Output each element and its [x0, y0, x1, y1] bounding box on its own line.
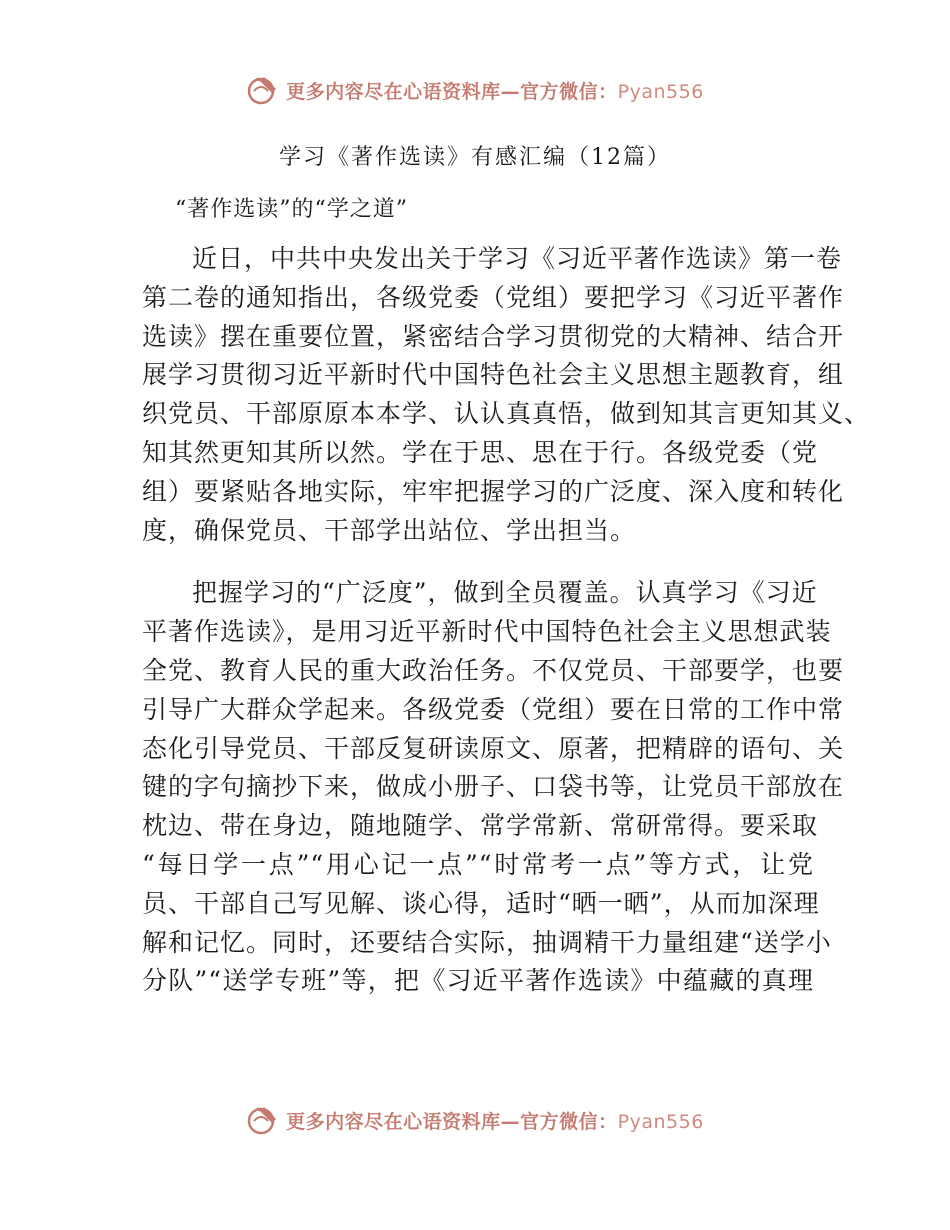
document-title: 学习《著作选读》有感汇编（12篇）	[279, 145, 671, 170]
footer-banner	[0, 1100, 950, 1140]
text-line: 引导广大群众学起来。各级党委（党组）要在日常的工作中常	[142, 694, 845, 724]
text-line: 组）要紧贴各地实际，牢牢把握学习的广泛度、深入度和转化	[142, 476, 845, 506]
text-line: 知其然更知其所以然。学在于思、思在于行。各级党委（党	[142, 437, 819, 467]
text-line: 枕边、带在身边，随地随学、常学常新、常研常得。要采取	[142, 811, 819, 841]
header-banner-handle: Pyan556	[617, 80, 704, 103]
text-line: “每日学一点”“用心记一点”“时常考一点”等方式，让党	[142, 849, 814, 879]
text-line: 态化引导党员、干部反复研读原文、原著，把精辟的语句、关	[142, 733, 845, 763]
pen-logo-icon	[246, 1103, 280, 1137]
text-line: 解和记忆。同时，还要结合实际，抽调精干力量组建“送学小	[142, 927, 832, 957]
text-line: 把握学习的“广泛度”，做到全员覆盖。认真学习《习近	[192, 578, 818, 608]
paragraph-2	[142, 574, 845, 1001]
text-line: 度，确保党员、干部学出站位、学出担当。	[142, 515, 637, 545]
footer-banner-handle: Pyan556	[617, 1110, 704, 1133]
text-line: 分队”“送学专班”等，把《习近平著作选读》中蕴藏的真理	[142, 966, 814, 996]
text-line: 键的字句摘抄下来，做成小册子、口袋书等，让党员干部放在	[142, 772, 845, 802]
text-line: 平著作选读》，是用习近平新时代中国特色社会主义思想武装	[142, 617, 832, 647]
text-line: 全党、教育人民的重大政治任务。不仅党员、干部要学，也要	[142, 655, 845, 685]
text-line: 员、干部自己写见解、谈心得，适时“晒一晒”，从而加深理	[142, 888, 820, 918]
text-line: 第二卷的通知指出，各级党委（党组）要把学习《习近平著作	[142, 282, 845, 312]
header-banner	[0, 70, 950, 110]
text-line: 近日，中共中央发出关于学习《习近平著作选读》第一卷	[192, 244, 843, 273]
text-line: 展学习贯彻习近平新时代中国特色社会主义思想主题教育，组	[142, 360, 845, 390]
section-subtitle: “著作选读”的“学之道”	[175, 197, 408, 222]
document-body	[142, 240, 871, 1025]
text-line: 选读》摆在重要位置，紧密结合学习贯彻党的大精神、结合开	[142, 321, 845, 351]
footer-banner-text: 更多内容尽在心语资料库—官方微信：Pyan556	[286, 1110, 704, 1133]
header-banner-text: 更多内容尽在心语资料库—官方微信：Pyan556	[286, 80, 704, 103]
paragraph-1	[142, 240, 871, 550]
text-line: 织党员、干部原原本本学、认认真真悟，做到知其言更知其义、	[142, 399, 871, 429]
pen-logo-icon	[246, 73, 280, 107]
